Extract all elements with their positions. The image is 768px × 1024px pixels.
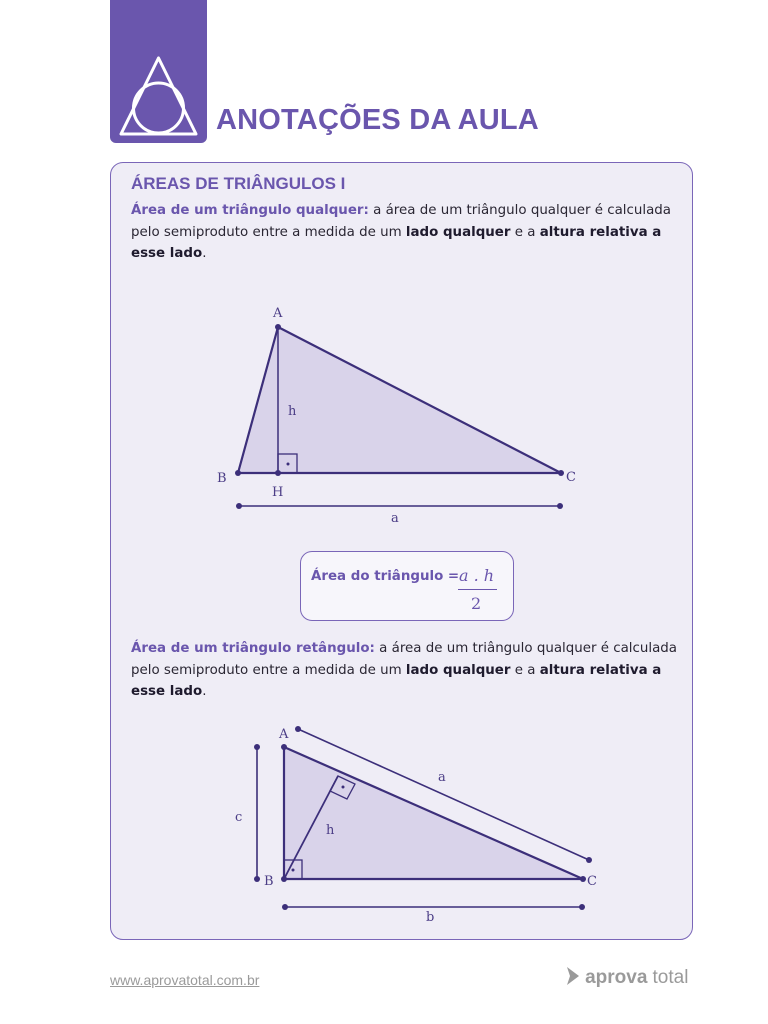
paragraph-bold: lado qualquer bbox=[405, 662, 511, 678]
aprova-total-logo-icon bbox=[566, 966, 580, 986]
paragraph-bold: lado qualquer bbox=[405, 224, 511, 240]
vertex-b-dot bbox=[281, 876, 287, 882]
paragraph-text: e a bbox=[510, 662, 540, 678]
vertex-a-dot bbox=[275, 324, 281, 330]
paragraph-bold: altura relativa a esse lado bbox=[131, 662, 662, 699]
paragraph-text: a área de um triângulo qualquer é calculada pelo semiproduto entre a medida de um bbox=[131, 641, 677, 678]
label-a-vertex: A bbox=[273, 306, 283, 321]
triangle-figure-2 bbox=[111, 723, 694, 933]
section-title: ÁREAS DE TRIÂNGULOS I bbox=[131, 174, 346, 193]
logo-tab bbox=[110, 0, 207, 143]
label-hypotenuse: a bbox=[438, 770, 446, 785]
paragraph-right-triangle bbox=[131, 638, 679, 703]
formula-box bbox=[300, 551, 514, 621]
content-card bbox=[110, 162, 693, 940]
vertex-c-dot bbox=[580, 876, 586, 882]
foot-h-dot bbox=[275, 470, 281, 476]
paragraph-bold: altura relativa a esse lado bbox=[131, 224, 662, 261]
brand-name-light: total bbox=[652, 967, 689, 988]
label-b-vertex: B bbox=[264, 874, 274, 889]
fraction-bar bbox=[458, 589, 497, 590]
paragraph-text: . bbox=[202, 246, 207, 261]
footer-brand bbox=[566, 966, 688, 992]
brand-name-bold: aprova bbox=[585, 967, 648, 988]
vertex-a-dot bbox=[281, 744, 287, 750]
formula-denominator: 2 bbox=[471, 594, 482, 613]
paragraph-any-triangle bbox=[131, 200, 679, 265]
paragraph-text: e a bbox=[510, 224, 540, 240]
label-height: h bbox=[288, 404, 297, 419]
label-side-c: c bbox=[235, 810, 243, 825]
label-c-vertex: C bbox=[587, 874, 597, 889]
vertex-c-dot bbox=[558, 470, 564, 476]
label-c-vertex: C bbox=[566, 470, 576, 485]
paragraph-lead: Área de um triângulo retângulo: bbox=[131, 641, 375, 656]
label-b-vertex: B bbox=[217, 471, 227, 486]
label-a-vertex: A bbox=[279, 727, 289, 742]
label-height: h bbox=[326, 823, 335, 838]
triangle-circle-logo-icon bbox=[110, 0, 207, 143]
label-h-foot: H bbox=[272, 485, 284, 500]
page-title: ANOTAÇÕES DA AULA bbox=[216, 104, 539, 136]
paragraph-text: . bbox=[202, 684, 207, 699]
right-triangle-shape bbox=[284, 747, 583, 879]
paragraph-lead: Área de um triângulo qualquer: bbox=[131, 203, 369, 218]
label-side-b: b bbox=[426, 910, 435, 925]
triangle-abc-shape bbox=[238, 327, 561, 473]
footer-website-link[interactable]: www.aprovatotal.com.br bbox=[110, 972, 260, 988]
formula-numerator: a . h bbox=[459, 566, 495, 585]
vertex-b-dot bbox=[235, 470, 241, 476]
label-base: a bbox=[391, 511, 399, 526]
triangle-figure-1 bbox=[111, 293, 694, 533]
formula-label: Área do triângulo = bbox=[311, 569, 460, 584]
paragraph-text: a área de um triângulo qualquer é calculada pelo semiproduto entre a medida de um bbox=[131, 203, 671, 240]
